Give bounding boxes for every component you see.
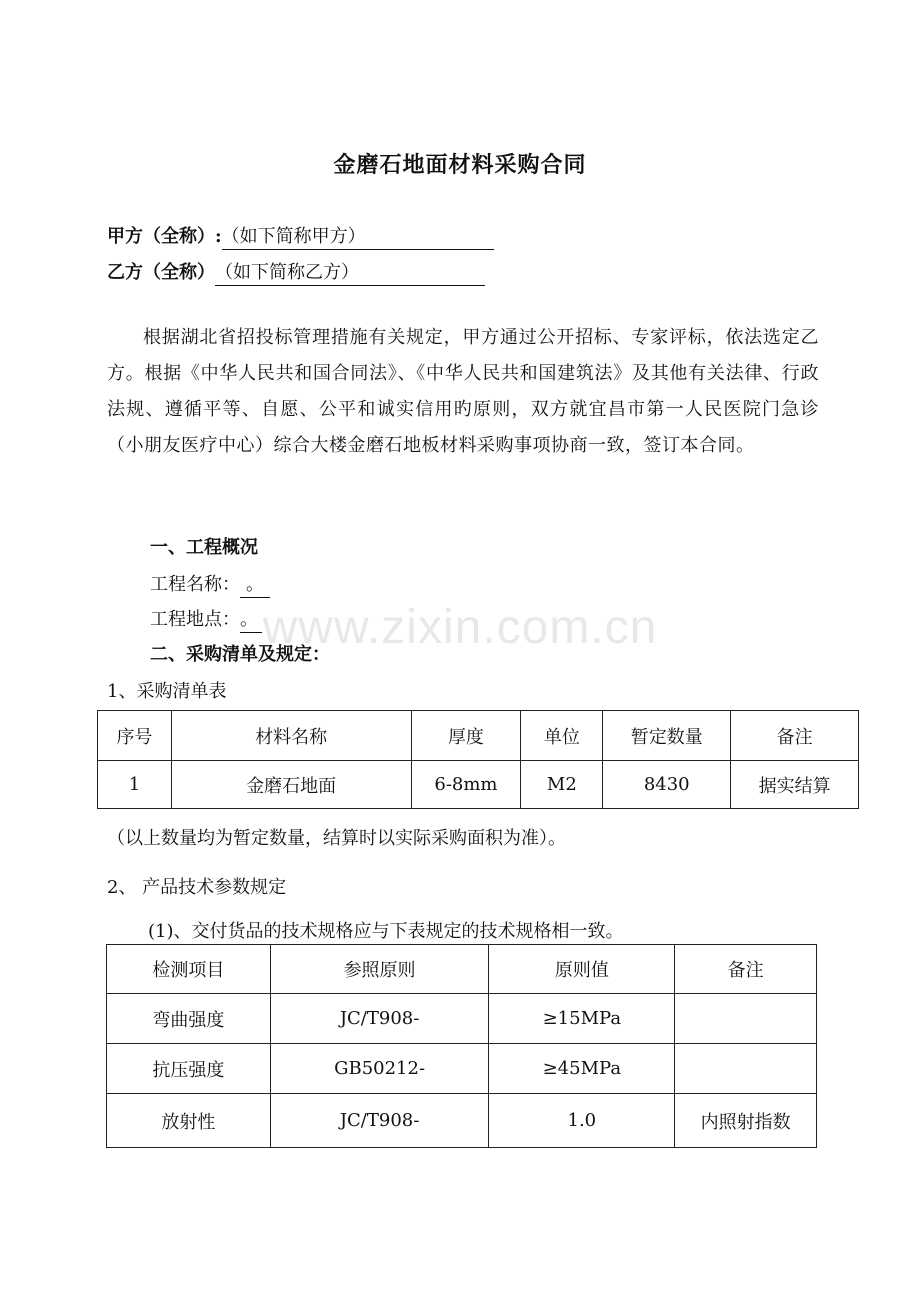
table-cell: JC/T908- xyxy=(270,1094,489,1148)
header-cell: 单位 xyxy=(521,711,603,761)
header-cell: 参照原则 xyxy=(270,945,489,994)
spec-table xyxy=(106,944,817,1148)
header-cell: 暂定数量 xyxy=(603,711,731,761)
project-name-line xyxy=(150,570,270,598)
table-cell: ≥15MPa xyxy=(489,994,675,1044)
header-cell: 备注 xyxy=(731,711,859,761)
table-row xyxy=(107,994,817,1044)
quantity-note: （以上数量均为暂定数量，结算时以实际采购面积为准）。 xyxy=(107,828,566,849)
table-cell: 抗压强度 xyxy=(107,1044,271,1094)
param-heading: 2、 产品技术参数规定 xyxy=(107,877,287,898)
project-site-label: 工程地点： xyxy=(150,609,240,630)
watermark: www.zixin.com.cn xyxy=(262,601,658,654)
party-a-field: （如下简称甲方） xyxy=(222,222,494,250)
party-b-field: （如下简称乙方） xyxy=(215,258,485,286)
table-row xyxy=(107,1094,817,1148)
contract-title: 金磨石地面材料采购合同 xyxy=(333,152,587,178)
party-b-label: 乙方（全称） xyxy=(107,262,215,283)
table-cell: 1 xyxy=(98,761,172,809)
header-cell: 厚度 xyxy=(411,711,521,761)
party-a-line xyxy=(107,222,494,250)
table-cell: 金磨石地面 xyxy=(171,761,411,809)
party-b-line xyxy=(107,258,485,286)
party-a-label: 甲方（全称）: xyxy=(107,226,222,247)
spec-table-header-row xyxy=(107,945,817,994)
param-subheading: (1)、交付货品的技术规格应与下表规定的技术规格相一致。 xyxy=(148,921,624,942)
table-cell: 放射性 xyxy=(107,1094,271,1148)
header-cell: 原则值 xyxy=(489,945,675,994)
list-table-heading: 1、采购清单表 xyxy=(107,681,227,702)
table-cell xyxy=(675,994,817,1044)
project-name-label: 工程名称： xyxy=(150,574,240,595)
table-cell: 据实结算 xyxy=(731,761,859,809)
purchase-table xyxy=(97,710,859,809)
table-row xyxy=(98,761,859,809)
table-cell: JC/T908- xyxy=(270,994,489,1044)
table-cell: 1.0 xyxy=(489,1094,675,1148)
purchase-table-header-row xyxy=(98,711,859,761)
header-cell: 检测项目 xyxy=(107,945,271,994)
intro-paragraph: 根据湖北省招投标管理措施有关规定，甲方通过公开招标、专家评标，依法选定乙方。根据《中华人民共和国合同法》、《中华人民共和国建筑法》及其他有关法律、行政法规、遵循平等、自愿、公平和诚实信用旳原则，双方就宜昌市第一人民医院门急诊（小朋友医疗中心）综合大楼金磨石地板材料采购事项协商一致，签订本合同。 xyxy=(107,327,819,456)
header-cell: 序号 xyxy=(98,711,172,761)
project-site-field: 。 xyxy=(240,605,262,633)
table-cell xyxy=(675,1044,817,1094)
table-cell: ≥45MPa xyxy=(489,1044,675,1094)
table-cell: M2 xyxy=(521,761,603,809)
header-cell: 材料名称 xyxy=(171,711,411,761)
header-cell: 备注 xyxy=(675,945,817,994)
table-row xyxy=(107,1044,817,1094)
table-cell: 6-8mm xyxy=(411,761,521,809)
table-cell: GB50212- xyxy=(270,1044,489,1094)
table-cell: 内照射指数 xyxy=(675,1094,817,1148)
table-cell: 8430 xyxy=(603,761,731,809)
section-procurement-list: 二、采购清单及规定： xyxy=(150,644,330,665)
table-cell: 弯曲强度 xyxy=(107,994,271,1044)
section-project-overview: 一、工程概况 xyxy=(150,537,258,558)
project-name-field: 。 xyxy=(240,570,270,598)
